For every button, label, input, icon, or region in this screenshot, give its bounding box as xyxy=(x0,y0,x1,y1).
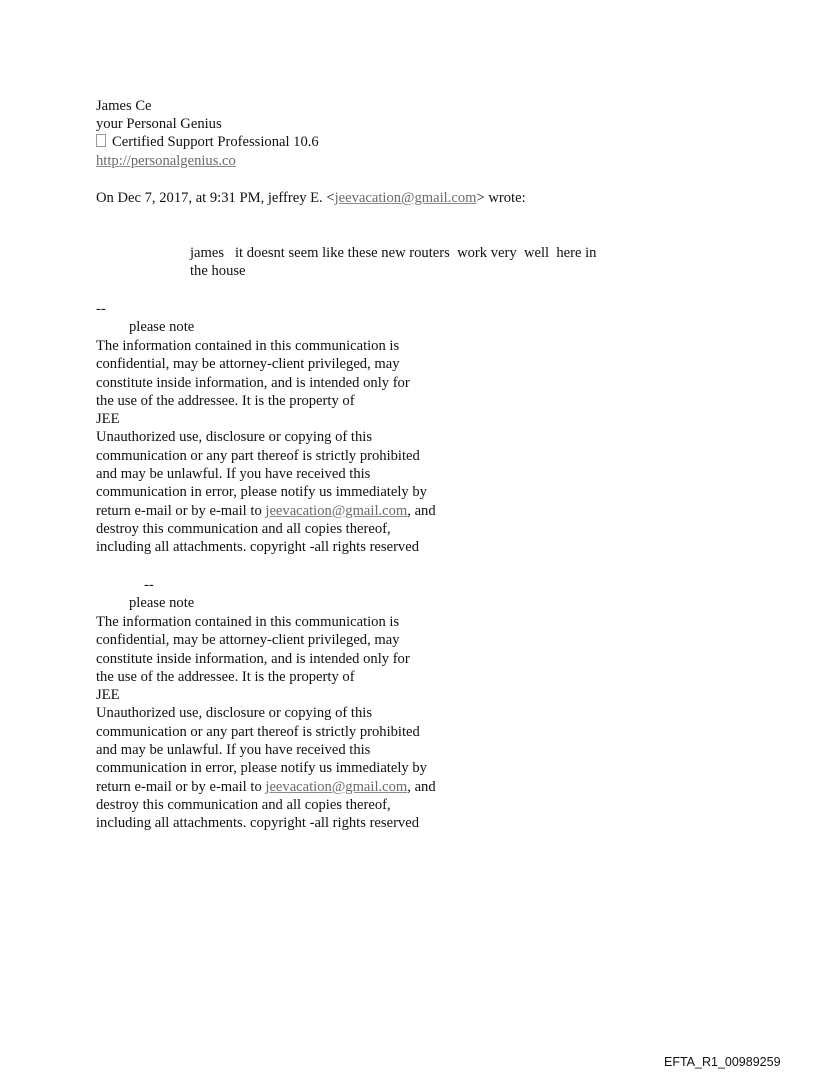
disclaimer-return-suffix: , and xyxy=(407,502,436,519)
disclaimer-line: communication in error, please notify us immediately by xyxy=(96,484,427,501)
disclaimer-line: the use of the addressee. It is the property of xyxy=(96,392,355,409)
disclaimer-line: confidential, may be attorney-client privileged, may xyxy=(96,356,400,373)
disclaimer-line: destroy this communication and all copies thereof, xyxy=(96,796,391,813)
disclaimer-line: the use of the addressee. It is the property of xyxy=(96,668,355,685)
signature-cert: Certified Support Professional 10.6 xyxy=(112,134,319,150)
disclaimer-return-suffix: , and xyxy=(407,778,436,795)
quote-header-prefix: On Dec 7, 2017, at 9:31 PM, jeffrey E. < xyxy=(96,190,335,206)
quote-header-suffix: > wrote: xyxy=(476,190,526,206)
apple-logo-icon xyxy=(96,134,106,147)
disclaimer-1-separator: -- xyxy=(96,301,106,317)
disclaimer-return-line xyxy=(96,502,436,520)
disclaimer-line: Unauthorized use, disclosure or copying of this xyxy=(96,429,373,446)
quoted-message-line-2: the house xyxy=(190,263,246,279)
disclaimer-return-line xyxy=(96,778,436,796)
disclaimer-line: destroy this communication and all copies thereof, xyxy=(96,520,391,537)
disclaimer-line: Unauthorized use, disclosure or copying of this xyxy=(96,705,373,722)
disclaimer-return-prefix: return e-mail or by e-mail to xyxy=(96,502,266,519)
signature-name: James Ce xyxy=(96,98,152,114)
disclaimer-line: constitute inside information, and is intended only for xyxy=(96,650,410,667)
disclaimer-line: The information contained in this communication is xyxy=(96,338,400,354)
disclaimer-return-prefix: return e-mail or by e-mail to xyxy=(96,778,266,795)
quote-header-email-link[interactable]: jeevacation@gmail.com xyxy=(334,190,477,206)
disclaimer-line: and may be unlawful. If you have received this xyxy=(96,466,371,483)
disclaimer-line: communication or any part thereof is strictly prohibited xyxy=(96,447,420,464)
disclaimer-email-link[interactable]: jeevacation@gmail.com xyxy=(265,778,408,795)
quote-header xyxy=(96,189,526,207)
disclaimer-line: The information contained in this communication is xyxy=(96,614,400,630)
disclaimer-line: and may be unlawful. If you have received this xyxy=(96,742,371,759)
disclaimer-line: communication in error, please notify us immediately by xyxy=(96,760,427,777)
disclaimer-2-separator: -- xyxy=(144,577,154,593)
signature-cert-line xyxy=(96,133,319,151)
disclaimer-1-body xyxy=(96,337,436,557)
disclaimer-line: JEE xyxy=(96,411,120,428)
disclaimer-line: confidential, may be attorney-client privileged, may xyxy=(96,632,400,649)
disclaimer-line: communication or any part thereof is strictly prohibited xyxy=(96,723,420,740)
document-id: EFTA_R1_00989259 xyxy=(664,1055,781,1069)
signature-url-line xyxy=(96,152,236,170)
disclaimer-1-note: please note xyxy=(129,319,195,335)
disclaimer-line: JEE xyxy=(96,687,120,704)
quoted-message-line-1: james it doesnt seem like these new routers work very well here in xyxy=(190,245,597,261)
signature-title: your Personal Genius xyxy=(96,116,222,132)
disclaimer-line: constitute inside information, and is intended only for xyxy=(96,374,410,391)
disclaimer-email-link[interactable]: jeevacation@gmail.com xyxy=(265,502,408,519)
disclaimer-line: including all attachments. copyright -all rights reserved xyxy=(96,815,419,832)
disclaimer-2-note: please note xyxy=(129,595,195,611)
signature-url-link[interactable]: http://personalgenius.co xyxy=(96,153,236,169)
disclaimer-line: including all attachments. copyright -all rights reserved xyxy=(96,539,419,556)
disclaimer-2-body xyxy=(96,613,436,833)
